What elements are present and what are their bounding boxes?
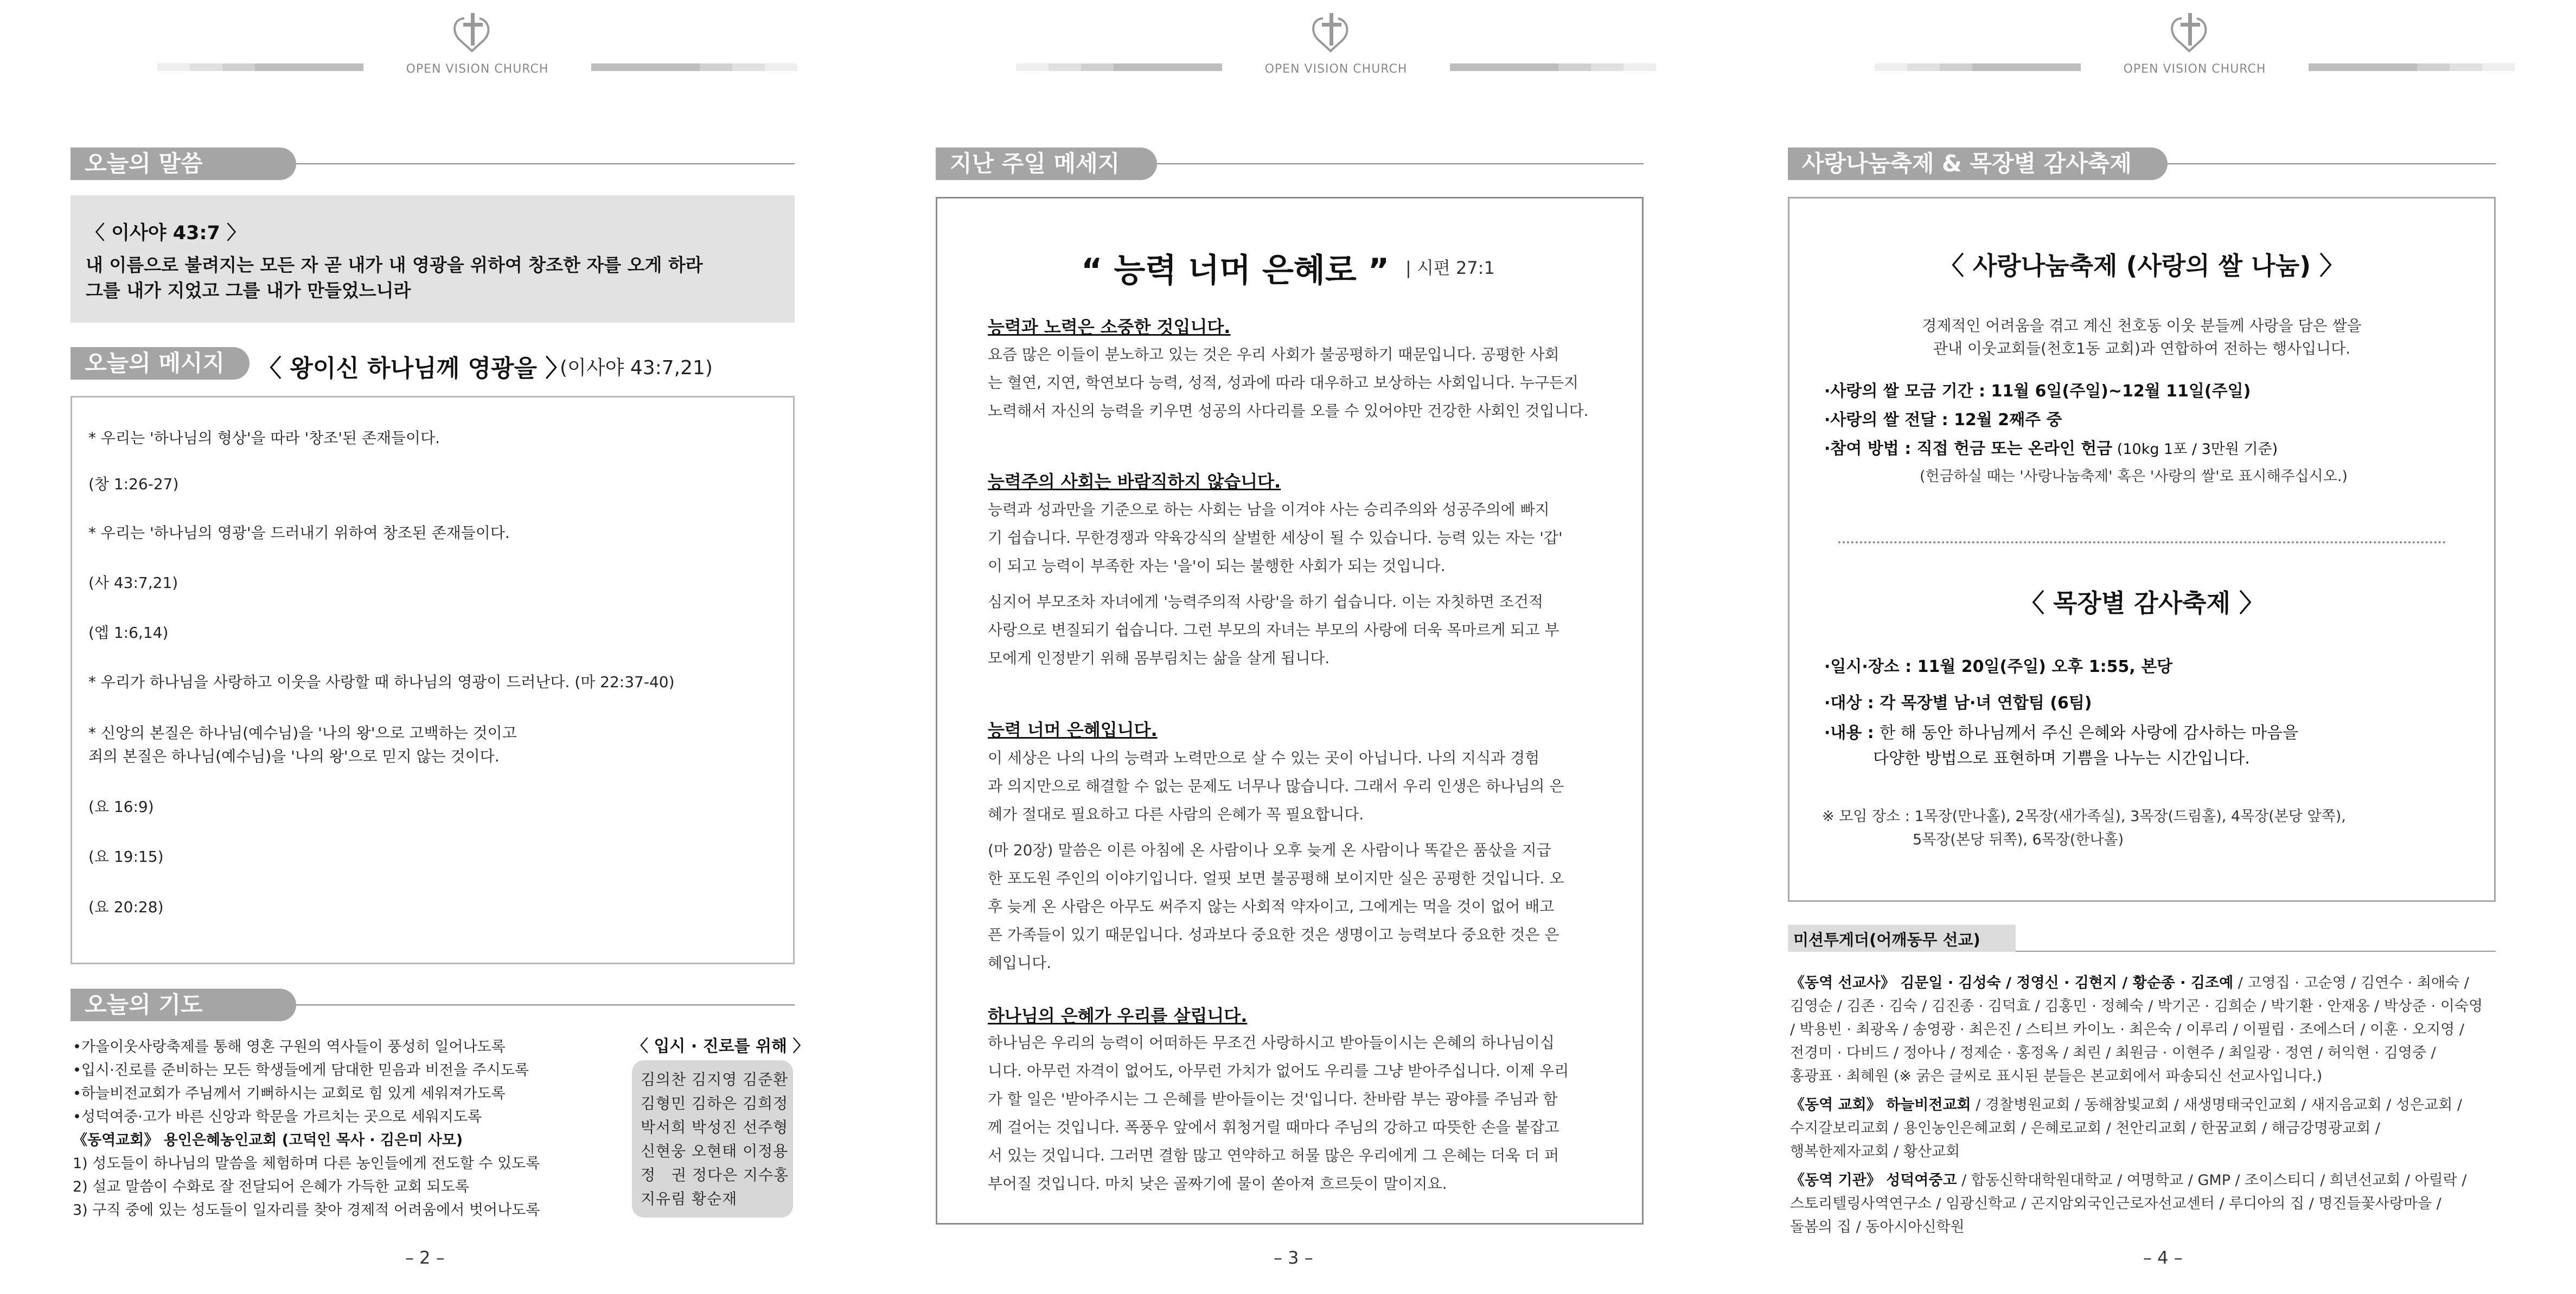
section-title: 오늘의 말씀 bbox=[71, 148, 296, 180]
rice-collection-period: ·사랑의 쌀 모금 기간 : 11월 6일(주일)~12월 11일(주일) bbox=[1824, 382, 2251, 401]
sermon-reference: (이사야 43:7,21) bbox=[560, 357, 713, 379]
sermon-line: 노력해서 자신의 능력을 키우면 성공의 사다리를 오를 수 있어야만 건강한 사회인 것입니다. bbox=[988, 402, 1589, 420]
outline-item: (요 20:28) bbox=[88, 898, 164, 916]
outline-item: * 우리는 '하나님의 영광'을 드러내기 위하여 창조된 존재들이다. bbox=[88, 524, 510, 542]
sermon-line: (마 20장) 말씀은 이른 아침에 온 사람이나 오후 늦게 온 사람이나 똑같은 품삯을 지급 bbox=[988, 841, 1551, 859]
sermon-line: 과 의지만으로 해결할 수 없는 문제도 너무나 많습니다. 그래서 우리 인생은 하나님의 은 bbox=[988, 777, 1564, 795]
mission-line: 김영순 / 김존 · 김숙 / 김진종 · 김덕효 / 김홍민 · 정혜숙 / 박기곤 · 김희순 / 박기환 · 안재옹 / 박상준 · 이숙영 bbox=[1790, 998, 2483, 1015]
names-row: 정 권 정다은 지수홍 bbox=[641, 1166, 789, 1184]
section-title: 오늘의 기도 bbox=[71, 989, 296, 1021]
thanks-target: ·대상 : 각 목장별 남·녀 연합팀 (6팀) bbox=[1824, 694, 2092, 713]
sermon-line: 픈 가족들이 있기 때문입니다. 성과보다 중요한 것은 생명이고 능력보다 중요한 것은 은 bbox=[988, 926, 1559, 944]
scripture-line: 그를 내가 지었고 그를 내가 만들었느니라 bbox=[86, 280, 411, 301]
page-number: – 2 – bbox=[405, 1247, 445, 1268]
outline-item: * 신앙의 본질은 하나님(예수님)을 '나의 왕'으로 고백하는 것이고 bbox=[88, 724, 517, 742]
prayer-item: •입시·진로를 준비하는 모든 학생들에게 담대한 믿음과 비전을 주시도록 bbox=[73, 1062, 529, 1079]
mission-together-tab: 미션투게더(어깨동무 선교) bbox=[1788, 925, 2016, 952]
sermon-box bbox=[936, 197, 1644, 1225]
scripture-line: 내 이름으로 불려지는 모든 자 곧 내가 내 영광을 위하여 창조한 자를 오게 하라 bbox=[86, 254, 703, 276]
section-todays-message bbox=[71, 347, 250, 380]
cross-heart-logo-icon bbox=[448, 11, 500, 60]
sermon-reference: | 시편 27:1 bbox=[1405, 258, 1495, 278]
partner-church-heading: 《동역교회》 용인은혜농인교회 (고덕인 목사 · 김은미 사모) bbox=[73, 1132, 463, 1149]
section-title: 오늘의 메시지 bbox=[71, 347, 250, 380]
prayer-item: •성덕여중·고가 바른 신앙과 학문을 가르치는 곳으로 세워지도록 bbox=[73, 1109, 482, 1125]
sermon-line: 요즘 많은 이들이 분노하고 있는 것은 우리 사회가 불공평하기 때문입니다. 공평한 사회 bbox=[988, 345, 1559, 363]
church-name: OPEN VISION CHURCH bbox=[1264, 62, 1408, 76]
page-header bbox=[157, 11, 797, 76]
admission-names-box bbox=[632, 1060, 793, 1218]
cross-heart-logo-icon bbox=[2165, 11, 2217, 60]
bulletin-page-4 bbox=[1717, 0, 2576, 1294]
mission-line: 행복한제자교회 / 황산교회 bbox=[1790, 1143, 1960, 1160]
sermon-line: 능력과 성과만을 기준으로 하는 사회는 남을 이겨야 사는 승리주의와 성공주의에 빠지 bbox=[988, 501, 1550, 518]
mission-line: 홍광표 · 최혜원 (※ 굵은 글씨로 표시된 분들은 본교회에서 파송되신 선교사입니다.) bbox=[1790, 1068, 2323, 1085]
page-header bbox=[1016, 11, 1656, 76]
cross-heart-logo-icon bbox=[1307, 11, 1359, 60]
outline-item: * 우리는 '하나님의 형상'을 따라 '창조'된 존재들이다. bbox=[88, 429, 440, 447]
church-name: OPEN VISION CHURCH bbox=[2123, 62, 2266, 76]
names-row: 김의찬 김지영 김준환 bbox=[641, 1071, 789, 1088]
sermon-line: 는 혈연, 지연, 학연보다 능력, 성적, 성과에 따라 대우하고 보상하는 사회입니다. 누구든지 bbox=[988, 374, 1579, 392]
message-outline-box bbox=[71, 396, 795, 964]
mission-line: / 박용빈 · 최광옥 / 송영광 · 최은진 / 스티브 카이노 · 최은숙 / 이루리 / 이필립 · 조에스더 / 이훈 · 오지영 / bbox=[1790, 1021, 2464, 1038]
outline-item: (요 16:9) bbox=[88, 798, 154, 816]
names-row: 신현웅 오현태 이정용 bbox=[641, 1142, 789, 1160]
sermon-line: 혜입니다. bbox=[988, 954, 1052, 972]
rice-participation: ·참여 방법 : 직접 헌금 또는 온라인 헌금 (10kg 1포 / 3만원 기준) bbox=[1824, 439, 2278, 458]
scripture-reference: 〈 이사야 43:7 〉 bbox=[86, 222, 246, 244]
section-festivals bbox=[1788, 148, 2496, 180]
sermon-heading: 능력 너머 은혜입니다. bbox=[988, 720, 1158, 740]
page-header bbox=[1875, 11, 2515, 76]
church-name: OPEN VISION CHURCH bbox=[406, 62, 549, 76]
prayer-item: 1) 성도들이 하나님의 말씀을 체험하며 다른 농인들에게 전도할 수 있도록 bbox=[73, 1155, 540, 1172]
page-number: – 4 – bbox=[2143, 1247, 2183, 1268]
outline-item: (엡 1:6,14) bbox=[88, 624, 169, 642]
sermon-heading: 능력과 노력은 소중한 것입니다. bbox=[988, 317, 1231, 337]
outline-item: (창 1:26-27) bbox=[88, 475, 179, 493]
mission-line: 전경미 · 다비드 / 정아나 / 정제순 · 홍정옥 / 최린 / 최원금 · 이현주 / 최일광 · 정연 / 허익현 · 김영중 / bbox=[1790, 1045, 2436, 1061]
section-last-sunday-message bbox=[936, 148, 1644, 180]
gathering-place-line: ※ 모임 장소 : 1목장(만나홀), 2목장(새가족실), 3목장(드림홀), 4목장(본당 앞쪽), bbox=[1822, 808, 2346, 825]
sermon-title: “ 능력 너머 은혜로 ” bbox=[1081, 252, 1390, 290]
sermon-line: 사랑으로 변질되기 쉽습니다. 그런 부모의 자녀는 부모의 사랑에 더욱 목마르게 되고 부 bbox=[988, 621, 1559, 639]
page-number: – 3 – bbox=[1274, 1247, 1313, 1268]
sermon-line: 기 쉽습니다. 무한경쟁과 약육강식의 살벌한 세상이 될 수 있습니다. 능력 있는 자는 '갑' bbox=[988, 529, 1563, 547]
sermon-heading: 하나님의 은혜가 우리를 살립니다. bbox=[988, 1005, 1248, 1026]
bulletin-page-2 bbox=[0, 0, 859, 1294]
bulletin-page-3 bbox=[859, 0, 1717, 1294]
thanks-content-line2: 다양한 방법으로 표현하며 기쁨을 나누는 시간입니다. bbox=[1873, 749, 2250, 768]
sermon-line: 께 걸어는 것입니다. 폭풍우 앞에서 휘청거릴 때마다 주님의 강하고 따뜻한 손을 붙잡고 bbox=[988, 1118, 1559, 1136]
mission-line: 《동역 기관》 성덕여중고 / 합동신학대학원대학교 / 여명학교 / GMP / 조이스티디 / 희년선교회 / 아릴락 / bbox=[1790, 1172, 2467, 1189]
mission-line: 《동역 교회》 하늘비전교회 / 경찰병원교회 / 동해참빛교회 / 새생명태국인교회 / 새지음교회 / 성은교회 / bbox=[1790, 1097, 2462, 1113]
mission-line: 스토리텔링사역연구소 / 임광신학교 / 곤지암외국인근로자선교센터 / 루디아의 집 / 명진들꽃사랑마을 / bbox=[1790, 1195, 2441, 1212]
admission-prayer-title: 〈 입시 · 진로를 위해 〉 bbox=[632, 1037, 809, 1056]
festival-box bbox=[1788, 197, 2496, 902]
sermon-heading: 능력주의 사회는 바람직하지 않습니다. bbox=[988, 471, 1281, 492]
rice-intro-line: 경제적인 어려움을 겪고 계신 천호동 이웃 분들께 사랑을 담은 쌀을 bbox=[1922, 317, 2362, 335]
names-row: 박서희 박성진 선주형 bbox=[641, 1118, 789, 1136]
sermon-line: 모에게 인정받기 위해 몸부림치는 삶을 살게 됩니다. bbox=[988, 649, 1330, 667]
rice-delivery: ·사랑의 쌀 전달 : 12월 2째주 중 bbox=[1824, 411, 2062, 430]
prayer-item: •가을이웃사랑축제를 통해 영혼 구원의 역사들이 풍성히 일어나도록 bbox=[73, 1039, 506, 1055]
prayer-item: •하늘비전교회가 주님께서 기뻐하시는 교회로 힘 있게 세워져가도록 bbox=[73, 1085, 506, 1102]
section-title: 지난 주일 메세지 bbox=[936, 148, 1157, 180]
rice-sharing-title: 〈 사랑나눔축제 (사랑의 쌀 나눔) 〉 bbox=[1939, 251, 2345, 280]
sermon-line: 하나님은 우리의 능력이 어떠하든 무조건 사랑하시고 받아들이시는 은혜의 하나님이십 bbox=[988, 1034, 1555, 1052]
sermon-line: 혜가 절대로 필요하고 다른 사람의 은혜가 꼭 필요합니다. bbox=[988, 805, 1364, 823]
section-todays-prayer bbox=[71, 989, 795, 1021]
rice-intro-line: 관내 이웃교회들(천호1동 교회)과 연합하여 전하는 행사입니다. bbox=[1933, 339, 2351, 357]
outline-item: (요 19:15) bbox=[88, 848, 164, 866]
rice-note: (헌금하실 때는 '사랑나눔축제' 혹은 '사랑의 쌀'로 표시해주십시오.) bbox=[1920, 468, 2348, 485]
mission-line: 《동역 선교사》 김문일 · 김성숙 / 정영신 · 김현지 / 황순종 · 김조예 / 고영집 · 고순영 / 김연수 · 최애숙 / bbox=[1790, 975, 2469, 991]
section-todays-word bbox=[71, 148, 795, 180]
outline-item: (사 43:7,21) bbox=[88, 574, 178, 592]
sermon-line: 이 되고 능력이 부족한 자는 '을'이 되는 불행한 사회가 되는 것입니다. bbox=[988, 557, 1446, 575]
dotted-divider bbox=[1838, 541, 2446, 543]
gathering-place-line: 5목장(본당 뒤쪽), 6목장(한나홀) bbox=[1913, 831, 2124, 848]
sermon-line: 후 늦게 온 사람은 아무도 써주지 않는 사회적 약자이고, 그에게는 먹을 것이 없어 배고 bbox=[988, 898, 1555, 915]
sermon-line: 이 세상은 나의 나의 능력과 노력만으로 살 수 있는 곳이 아닙니다. 나의 지식과 경험 bbox=[988, 749, 1540, 767]
thanks-content: ·내용 : 한 해 동안 하나님께서 주신 은혜와 사랑에 감사하는 마음을 bbox=[1824, 723, 2299, 742]
sermon-line: 부어질 것입니다. 마치 낮은 골짜기에 물이 쏟아져 흐르듯이 말이지요. bbox=[988, 1175, 1447, 1193]
names-row: 김형민 김하은 김희정 bbox=[641, 1094, 789, 1112]
mission-line: 수지갈보리교회 / 용인농인은혜교회 / 은혜로교회 / 천안리교회 / 한꿈교회 / 해금강명광교회 / bbox=[1790, 1120, 2380, 1137]
prayer-item: 2) 설교 말씀이 수화로 잘 전달되어 은혜가 가득한 교회 되도록 bbox=[73, 1178, 469, 1195]
sermon-line: 한 포도원 주인의 이야기입니다. 얼핏 보면 불공평해 보이지만 실은 공평한 것입니다. 오 bbox=[988, 869, 1564, 887]
mission-line: 돌봄의 집 / 동아시아신학원 bbox=[1790, 1219, 1965, 1235]
section-title: 사랑나눔축제 & 목장별 감사축제 bbox=[1788, 148, 2168, 180]
todays-word-box bbox=[71, 195, 795, 323]
sermon-title: 〈 왕이신 하나님께 영광을 〉 bbox=[258, 355, 570, 382]
sermon-line: 니다. 아무런 자격이 없어도, 아무런 가치가 없어도 우리를 그냥 받아주십니다. 이제 우리 bbox=[988, 1062, 1569, 1080]
prayer-item: 3) 구직 중에 있는 성도들이 일자리를 찾아 경제적 어려움에서 벗어나도록 bbox=[73, 1202, 540, 1219]
sermon-line: 서 있는 것입니다. 그러면 결함 많고 연약하고 허물 많은 우리에게 그 은혜는 더욱 더 퍼 bbox=[988, 1146, 1559, 1164]
thanks-festival-title: 〈 목장별 감사축제 〉 bbox=[2019, 588, 2265, 618]
sermon-line: 가 할 일은 '받아주시는 그 은혜를 받아들이는 것'입니다. 찬바람 부는 광야를 주님과 함 bbox=[988, 1090, 1558, 1108]
sermon-line: 심지어 부모조차 자녀에게 '능력주의적 사랑'을 하기 쉽습니다. 이는 자칫하면 조건적 bbox=[988, 593, 1544, 611]
outline-item: 죄의 본질은 하나님(예수님)을 '나의 왕'으로 믿지 않는 것이다. bbox=[88, 747, 500, 765]
thanks-date-place: ·일시·장소 : 11월 20일(주일) 오후 1:55, 본당 bbox=[1824, 657, 2173, 676]
outline-item: * 우리가 하나님을 사랑하고 이웃을 사랑할 때 하나님의 영광이 드러난다. (마 22:37-40) bbox=[88, 673, 675, 691]
names-row: 지유림 황순재 bbox=[641, 1190, 738, 1208]
